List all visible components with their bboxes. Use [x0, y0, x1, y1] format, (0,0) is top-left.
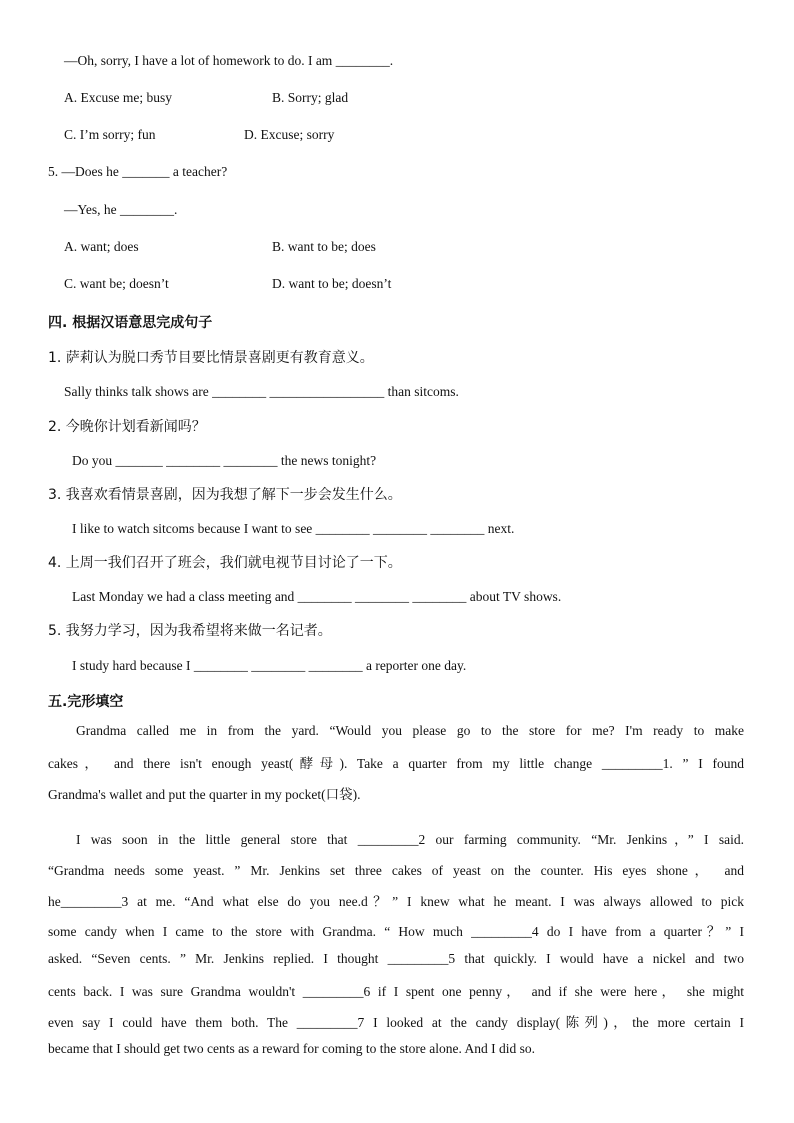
cloze-p1-line-2: cakes， and there isn't enough yeast(酵母). Take a quarter from my little change _________1. ” I found — [48, 756, 744, 771]
q4-option-d: D. Excuse; sorry — [244, 127, 335, 142]
s4-item-2-english: Do you _______ ________ ________ the news tonight? — [72, 453, 377, 468]
q4-dialogue-line: —Oh, sorry, I have a lot of homework to do. I am ________. — [64, 53, 394, 68]
cloze-p1-line-1: Grandma called me in from the yard. “Would you please go to the store for me? I'm ready to make — [76, 723, 744, 738]
q5-option-c: C. want be; doesn’t — [64, 276, 169, 291]
s4-item-3-english: I like to watch sitcoms because I want to see ________ ________ ________ next. — [72, 521, 515, 536]
s4-item-1-english: Sally thinks talk shows are ________ _________________ than sitcoms. — [64, 384, 459, 399]
q5-option-a: A. want; does — [64, 239, 139, 254]
s4-item-4-chinese: 4. 上周一我们召开了班会，我们就电视节目讨论了一下。 — [48, 555, 402, 571]
s4-item-3-chinese: 3. 我喜欢看情景喜剧，因为我想了解下一步会发生什么。 — [48, 487, 402, 503]
s4-item-4-english: Last Monday we had a class meeting and ________ ________ ________ about TV shows. — [72, 589, 562, 604]
section-5-heading: 五.完形填空 — [48, 694, 124, 710]
s4-item-5-english: I study hard because I ________ ________ ________ a reporter one day. — [72, 658, 467, 673]
q5-question: 5. —Does he _______ a teacher? — [48, 164, 228, 179]
cloze-p2-line-1: I was soon in the little general store that _________2 our farming community. “Mr. Jenkins，” I said. — [76, 832, 744, 847]
section-4-heading: 四. 根据汉语意思完成句子 — [48, 315, 213, 331]
s4-item-5-chinese: 5. 我努力学习，因为我希望将来做一名记者。 — [48, 623, 332, 639]
cloze-p2-line-2: “Grandma needs some yeast. ” Mr. Jenkins set three cakes of yeast on the counter. His eyes shone， and — [48, 863, 744, 878]
cloze-p2-line-8: became that I should get two cents as a reward for coming to the store alone. And I did so. — [48, 1041, 535, 1056]
q4-option-b: B. Sorry; glad — [272, 90, 349, 105]
s4-item-1-chinese: 1. 萨莉认为脱口秀节目要比情景喜剧更有教育意义。 — [48, 350, 374, 366]
cloze-p2-line-4: some candy when I came to the store with Grandma. “ How much _________4 do I have from a quarter？” I — [48, 924, 744, 939]
cloze-p2-line-7: even say I could have them both. The _________7 I looked at the candy display(陈列)，the more certain I — [48, 1015, 744, 1030]
cloze-p1-line-3: Grandma's wallet and put the quarter in my pocket(口袋). — [48, 787, 361, 802]
cloze-p2-line-3: he_________3 at me. “And what else do you nee.d？” I knew what he meant. I was always allowed to pick — [48, 894, 744, 909]
q5-option-d: D. want to be; doesn’t — [272, 276, 392, 291]
q5-option-b: B. want to be; does — [272, 239, 376, 254]
cloze-p2-line-6: cents back. I was sure Grandma wouldn't _________6 if I spent one penny， and if she were here， she might — [48, 984, 744, 999]
q5-answer: —Yes, he ________. — [64, 202, 178, 217]
q4-option-c: C. I’m sorry; fun — [64, 127, 156, 142]
s4-item-2-chinese: 2. 今晚你计划看新闻吗？ — [48, 419, 206, 435]
q4-option-a: A. Excuse me; busy — [64, 90, 172, 105]
cloze-p2-line-5: asked. “Seven cents. ” Mr. Jenkins replied. I thought _________5 that quickly. I would have a nickel and two — [48, 951, 744, 966]
